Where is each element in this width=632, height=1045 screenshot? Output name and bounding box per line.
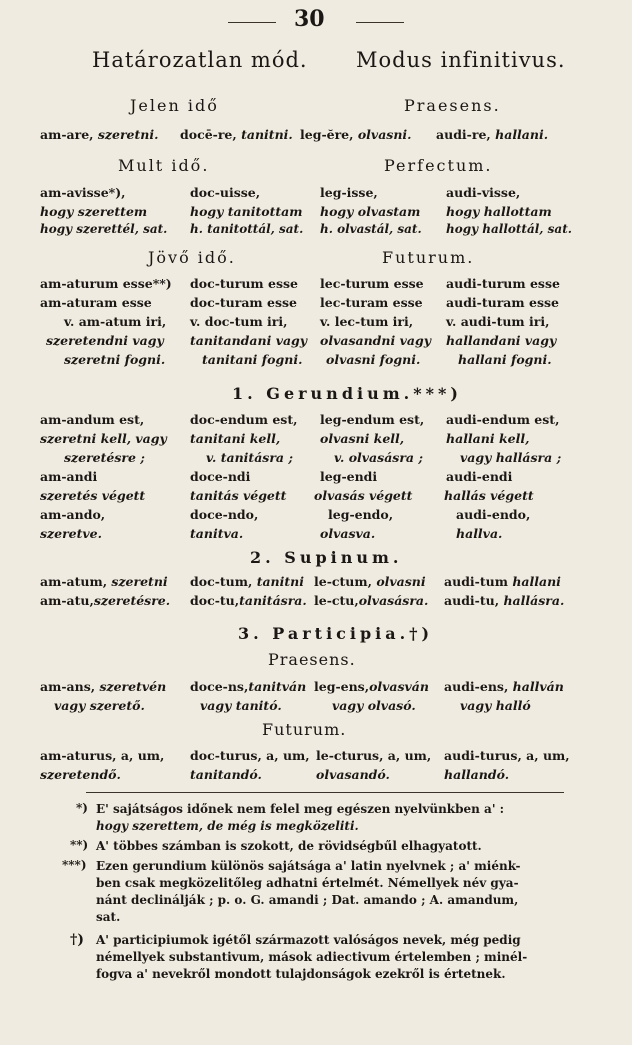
participle-cell: hallandó. <box>444 767 510 782</box>
footnote <box>96 858 584 926</box>
present-meaning: hallani. <box>495 127 549 142</box>
gerund-cell: hallva. <box>456 526 503 541</box>
perfect-cell: audi-visse, <box>446 185 521 200</box>
participle-stem: leg-ens, <box>314 679 370 694</box>
perfect-cell: hogy hallottál, sat. <box>446 222 572 236</box>
supine-label: 2. Supinum. <box>250 548 403 567</box>
gerund-cell: am-andum est, <box>40 412 145 427</box>
future-cell: audi-turam esse <box>446 295 559 310</box>
present-stem: audi-re, <box>436 127 491 142</box>
gerund-cell: szeretés végett <box>40 488 146 503</box>
footnote-mark: ***) <box>62 858 87 872</box>
supine-meaning: szeretni <box>111 574 168 589</box>
gerund-cell: doce-ndi <box>190 469 251 484</box>
footnote-rule <box>86 792 564 793</box>
future-cell: hallani fogni. <box>458 352 552 367</box>
gerund-cell: audi-endo, <box>456 507 531 522</box>
gerund-cell: hallás végett <box>444 488 534 503</box>
perfect-cell: hogy szerettem <box>40 204 148 219</box>
participle-cell: le-cturus, a, um, <box>316 748 432 763</box>
gerund-cell: tanitva. <box>190 526 244 541</box>
footnote-line: fogva a' nevekről mondott tulajdonságok ezekről is értetnek. <box>96 967 506 981</box>
present-meaning: szeretni. <box>97 127 159 142</box>
future-row <box>40 352 600 367</box>
gerund-cell: olvasni kell, <box>320 431 405 446</box>
footnote <box>96 932 584 983</box>
participle-futurum-label: Futurum. <box>262 720 347 739</box>
participle-meaning: olvasván <box>369 679 429 694</box>
gerund-cell: vagy hallásra ; <box>460 450 562 465</box>
perfect-cell: hogy szerettél, sat. <box>40 222 168 236</box>
participle-cell: olvasandó. <box>316 767 390 782</box>
gerund-cell: audi-endum est, <box>446 412 560 427</box>
perfect-cell: am-avisse*), <box>40 185 126 200</box>
supine-row <box>40 574 600 589</box>
footnote-line: ben csak megközelitőleg adhatni értelmét. Némellyek név gya- <box>96 876 519 890</box>
supine-stem: le-ctum, <box>314 574 372 589</box>
participle-cell: audi-turus, a, um, <box>444 748 570 763</box>
perfect-cell: doc-uisse, <box>190 185 261 200</box>
participle-cell: vagy olvasó. <box>332 698 416 713</box>
present-stem: docē-re, <box>180 127 237 142</box>
gerund-row <box>40 431 600 446</box>
present-label-hu: Jelen idő <box>130 96 219 115</box>
present-meaning: tanitni. <box>241 127 293 142</box>
participle-futurum-row <box>40 767 600 782</box>
supine-meaning: szeretésre. <box>93 593 171 608</box>
supine-meaning: hallásra. <box>503 593 565 608</box>
gerund-cell: v. tanitásra ; <box>206 450 293 465</box>
footnote-mark: *) <box>76 801 88 815</box>
footnote-line: nánt declinálják ; p. o. G. amandi ; Dat. amando ; A. amandum, <box>96 893 519 907</box>
supine-row <box>40 593 600 608</box>
present-row <box>40 127 600 142</box>
future-cell: v. doc-tum iri, <box>190 314 288 329</box>
footnote <box>96 838 584 855</box>
title-hungarian: Határozatlan mód. <box>92 48 308 72</box>
participle-meaning: hallván <box>512 679 564 694</box>
perfect-cell: h. olvastál, sat. <box>320 222 422 236</box>
gerund-row <box>40 526 600 541</box>
supine-stem: doc-tum, <box>190 574 253 589</box>
gerund-cell: doce-ndo, <box>190 507 259 522</box>
future-cell: olvasandni vagy <box>320 333 431 348</box>
header-rule-right <box>356 22 404 23</box>
footnote-line: némellyek substantivum, mások adiectivum értelemben ; minél- <box>96 950 528 964</box>
participle-stem: am-ans, <box>40 679 96 694</box>
future-cell: hallandani vagy <box>446 333 557 348</box>
future-cell: am-aturam esse <box>40 295 152 310</box>
gerund-cell: szeretve. <box>40 526 102 541</box>
future-cell: szeretni fogni. <box>64 352 166 367</box>
gerund-cell: hallani kell, <box>446 431 530 446</box>
gerund-row <box>40 469 600 484</box>
gerund-cell: szeretésre ; <box>64 450 145 465</box>
participle-cell: szeretendő. <box>40 767 121 782</box>
future-cell: lec-turum esse <box>320 276 424 291</box>
supine-stem: le-ctu, <box>314 593 359 608</box>
participle-futurum-row <box>40 748 600 763</box>
supine-meaning: olvasni <box>376 574 426 589</box>
perfect-cell: hogy hallottam <box>446 204 552 219</box>
gerund-cell: olvasás végett <box>314 488 413 503</box>
gerund-row <box>40 488 600 503</box>
supine-meaning: olvasásra. <box>358 593 429 608</box>
gerund-cell: leg-endum est, <box>320 412 425 427</box>
participle-cell: vagy szerető. <box>54 698 145 713</box>
supine-stem: audi-tum <box>444 574 508 589</box>
title-latin: Modus infinitivus. <box>356 48 566 72</box>
participle-praesens-row <box>40 679 600 694</box>
footnote-mark: **) <box>70 838 89 852</box>
participle-meaning: szeretvén <box>99 679 167 694</box>
gerund-row <box>40 507 600 522</box>
participle-cell: tanitandó. <box>190 767 262 782</box>
present-meaning: olvasni. <box>357 127 412 142</box>
future-label-hu: Jövő idő. <box>148 248 236 267</box>
future-cell: lec-turam esse <box>320 295 423 310</box>
participle-stem: audi-ens, <box>444 679 509 694</box>
perfect-row <box>40 185 600 200</box>
future-cell: doc-turum esse <box>190 276 298 291</box>
gerund-cell: leg-endo, <box>328 507 394 522</box>
future-row <box>40 314 600 329</box>
future-row <box>40 333 600 348</box>
gerund-cell: tanitani kell, <box>190 431 281 446</box>
supine-stem: am-atum, <box>40 574 108 589</box>
gerund-cell: doc-endum est, <box>190 412 298 427</box>
gerund-cell: am-ando, <box>40 507 106 522</box>
participle-label: 3. Participia.†) <box>238 624 434 643</box>
gerund-cell: audi-endi <box>446 469 513 484</box>
participle-praesens-row <box>40 698 600 713</box>
footnote-line: Ezen gerundium különös sajátsága a' latin nyelvnek ; a' miénk- <box>96 859 521 873</box>
supine-meaning: tanitásra. <box>239 593 307 608</box>
gerund-cell: am-andi <box>40 469 98 484</box>
gerund-label: 1. Gerundium.***) <box>232 384 462 403</box>
participle-cell: am-aturus, a, um, <box>40 748 165 763</box>
supine-meaning: hallani <box>512 574 561 589</box>
future-cell: szeretendni vagy <box>46 333 164 348</box>
future-row <box>40 276 600 291</box>
future-cell: tanitani fogni. <box>202 352 303 367</box>
gerund-row <box>40 412 600 427</box>
perfect-row <box>40 204 600 219</box>
future-cell: doc-turam esse <box>190 295 297 310</box>
footnote-line: A' participiumok igétől származott valóságos nevek, még pedig <box>96 933 521 947</box>
perfect-cell: hogy olvastam <box>320 204 421 219</box>
gerund-cell: tanitás végett <box>190 488 287 503</box>
footnote-line: E' sajátságos időnek nem felel meg egészen nyelvünkben a' : <box>96 802 505 816</box>
footnote-line: sat. <box>96 910 121 924</box>
gerund-cell: v. olvasásra ; <box>334 450 423 465</box>
future-cell: am-aturum esse**) <box>40 276 172 291</box>
gerund-cell: olvasva. <box>320 526 376 541</box>
page-number: 30 <box>294 6 325 32</box>
supine-stem: doc-tu, <box>190 593 240 608</box>
perfect-label-hu: Mult idő. <box>118 156 210 175</box>
future-label-la: Futurum. <box>382 248 475 267</box>
participle-meaning: tanitván <box>248 679 307 694</box>
present-stem: leg-ĕre, <box>300 127 354 142</box>
future-cell: v. lec-tum iri, <box>320 314 414 329</box>
future-cell: olvasni fogni. <box>326 352 421 367</box>
gerund-row <box>40 450 600 465</box>
footnote-line: hogy szerettem, de még is megközeliti. <box>96 819 359 833</box>
perfect-cell: hogy tanitottam <box>190 204 303 219</box>
footnote-mark: †) <box>70 932 84 948</box>
perfect-row <box>40 222 600 236</box>
participle-cell: vagy tanitó. <box>200 698 282 713</box>
perfect-cell: h. tanitottál, sat. <box>190 222 304 236</box>
supine-stem: am-atu, <box>40 593 94 608</box>
supine-meaning: tanitni <box>256 574 305 589</box>
perfect-cell: leg-isse, <box>320 185 378 200</box>
future-cell: audi-turum esse <box>446 276 560 291</box>
future-cell: v. am-atum iri, <box>64 314 167 329</box>
footnote <box>96 801 584 835</box>
present-label-la: Praesens. <box>404 96 501 115</box>
future-cell: v. audi-tum iri, <box>446 314 550 329</box>
footnote-line: A' többes számban is szokott, de rövidségbűl elhagyatott. <box>96 839 482 853</box>
participle-cell: doc-turus, a, um, <box>190 748 310 763</box>
gerund-cell: szeretni kell, vagy <box>40 431 167 446</box>
present-stem: am-are, <box>40 127 94 142</box>
header-rule-left <box>228 22 276 23</box>
future-row <box>40 295 600 310</box>
perfect-label-la: Perfectum. <box>384 156 493 175</box>
participle-stem: doce-ns, <box>190 679 249 694</box>
participle-praesens-label: Praesens. <box>268 650 356 669</box>
supine-stem: audi-tu, <box>444 593 500 608</box>
gerund-cell: leg-endi <box>320 469 378 484</box>
future-cell: tanitandani vagy <box>190 333 308 348</box>
participle-cell: vagy halló <box>460 698 531 713</box>
